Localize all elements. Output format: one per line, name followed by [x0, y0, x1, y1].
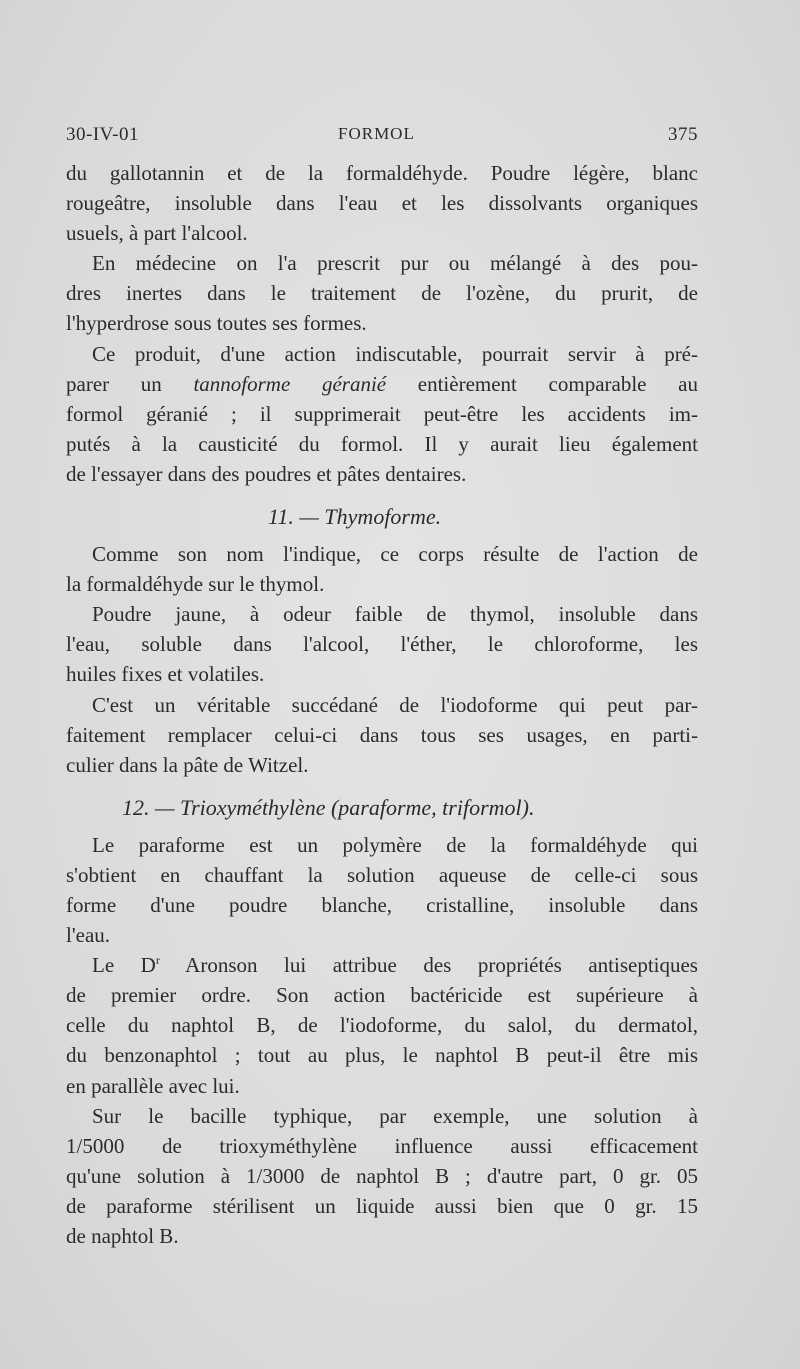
text-line: du benzonaphtol ; tout au plus, le naphtol B peut-il être mis: [66, 1043, 698, 1068]
text-line: s'obtient en chauffant la solution aqueuse de celle-ci sous: [66, 862, 698, 887]
text-line: culier dans la pâte de Witzel.: [66, 752, 309, 777]
text-line: huiles fixes et volatiles.: [66, 662, 265, 687]
text-line: Le paraforme est un polymère de la formaldéhyde qui: [92, 832, 698, 857]
page-number: 375: [668, 124, 698, 145]
text-line: usuels, à part l'alcool.: [66, 221, 248, 246]
section-heading-12: 12. — Trioxyméthylène (paraforme, triformol).: [122, 794, 535, 820]
text-line: En médecine on l'a prescrit pur ou mélangé à des pou-: [92, 251, 698, 276]
paragraph-9: [66, 1101, 698, 1251]
paragraph-2: [66, 248, 698, 338]
text-line: de paraforme stérilisent un liquide aussi bien que 0 gr. 15: [66, 1193, 698, 1218]
text-line: 1/5000 de trioxyméthylène influence aussi efficacement: [66, 1133, 698, 1158]
text-line: Ce produit, d'une action indiscutable, pourrait servir à pré-: [92, 341, 698, 366]
text-line: de l'essayer dans des poudres et pâtes dentaires.: [66, 461, 467, 486]
text-line: dres inertes dans le traitement de l'ozène, du prurit, de: [66, 281, 698, 306]
superscript: r: [155, 953, 160, 968]
paragraph-1: [66, 158, 698, 248]
text-run: Aronson lui attribue des propriétés antiseptiques: [159, 953, 698, 978]
text-line: [66, 369, 698, 399]
text-run: entièrement comparable au: [386, 371, 698, 396]
text-line: faitement remplacer celui-ci dans tous ses usages, en parti-: [66, 722, 698, 747]
text-line: qu'une solution à 1/3000 de naphtol B ; d'autre part, 0 gr. 05: [66, 1163, 698, 1188]
text-line: l'eau, soluble dans l'alcool, l'éther, le chloroforme, les: [66, 632, 698, 657]
paragraph-6: [66, 690, 698, 780]
paragraph-5: [66, 599, 698, 689]
text-line: du gallotannin et de la formaldéhyde. Poudre légère, blanc: [66, 161, 698, 185]
section-heading-11: 11. — Thymoforme.: [268, 504, 442, 530]
paragraph-7: [66, 830, 698, 950]
text-line: putés à la causticité du formol. Il y aurait lieu également: [66, 431, 698, 456]
text-line: de premier ordre. Son action bactéricide est supérieure à: [66, 983, 698, 1008]
page-body: [66, 158, 698, 1251]
paragraph-3: [66, 339, 698, 489]
text-line: en parallèle avec lui.: [66, 1073, 240, 1098]
text-run: Le D: [92, 953, 156, 978]
text-line: forme d'une poudre blanche, cristalline, insoluble dans: [66, 892, 698, 917]
header-title: FORMOL: [338, 124, 415, 143]
text-line: [66, 950, 698, 980]
text-line: Comme son nom l'indique, ce corps résulte de l'action de: [92, 542, 698, 567]
text-line: celle du naphtol B, de l'iodoforme, du salol, du dermatol,: [66, 1013, 698, 1038]
text-run: parer un: [66, 371, 194, 396]
text-line: Sur le bacille typhique, par exemple, une solution à: [92, 1103, 698, 1128]
text-line: Poudre jaune, à odeur faible de thymol, insoluble dans: [92, 602, 698, 627]
text-line: la formaldéhyde sur le thymol.: [66, 572, 325, 597]
paragraph-4: [66, 539, 698, 599]
italic-term: tannoforme géranié: [193, 371, 387, 396]
text-line: C'est un véritable succédané de l'iodoforme qui peut par-: [92, 692, 698, 717]
text-line: de naphtol B.: [66, 1224, 179, 1248]
text-line: rougeâtre, insoluble dans l'eau et les dissolvants organiques: [66, 191, 698, 216]
text-line: l'hyperdrose sous toutes ses formes.: [66, 311, 367, 336]
text-line: formol géranié ; il supprimerait peut-être les accidents im-: [66, 401, 698, 426]
paragraph-8: [66, 950, 698, 1100]
header-date: 30-IV-01: [66, 124, 139, 145]
running-head: [66, 124, 698, 154]
text-line: l'eau.: [66, 923, 111, 948]
